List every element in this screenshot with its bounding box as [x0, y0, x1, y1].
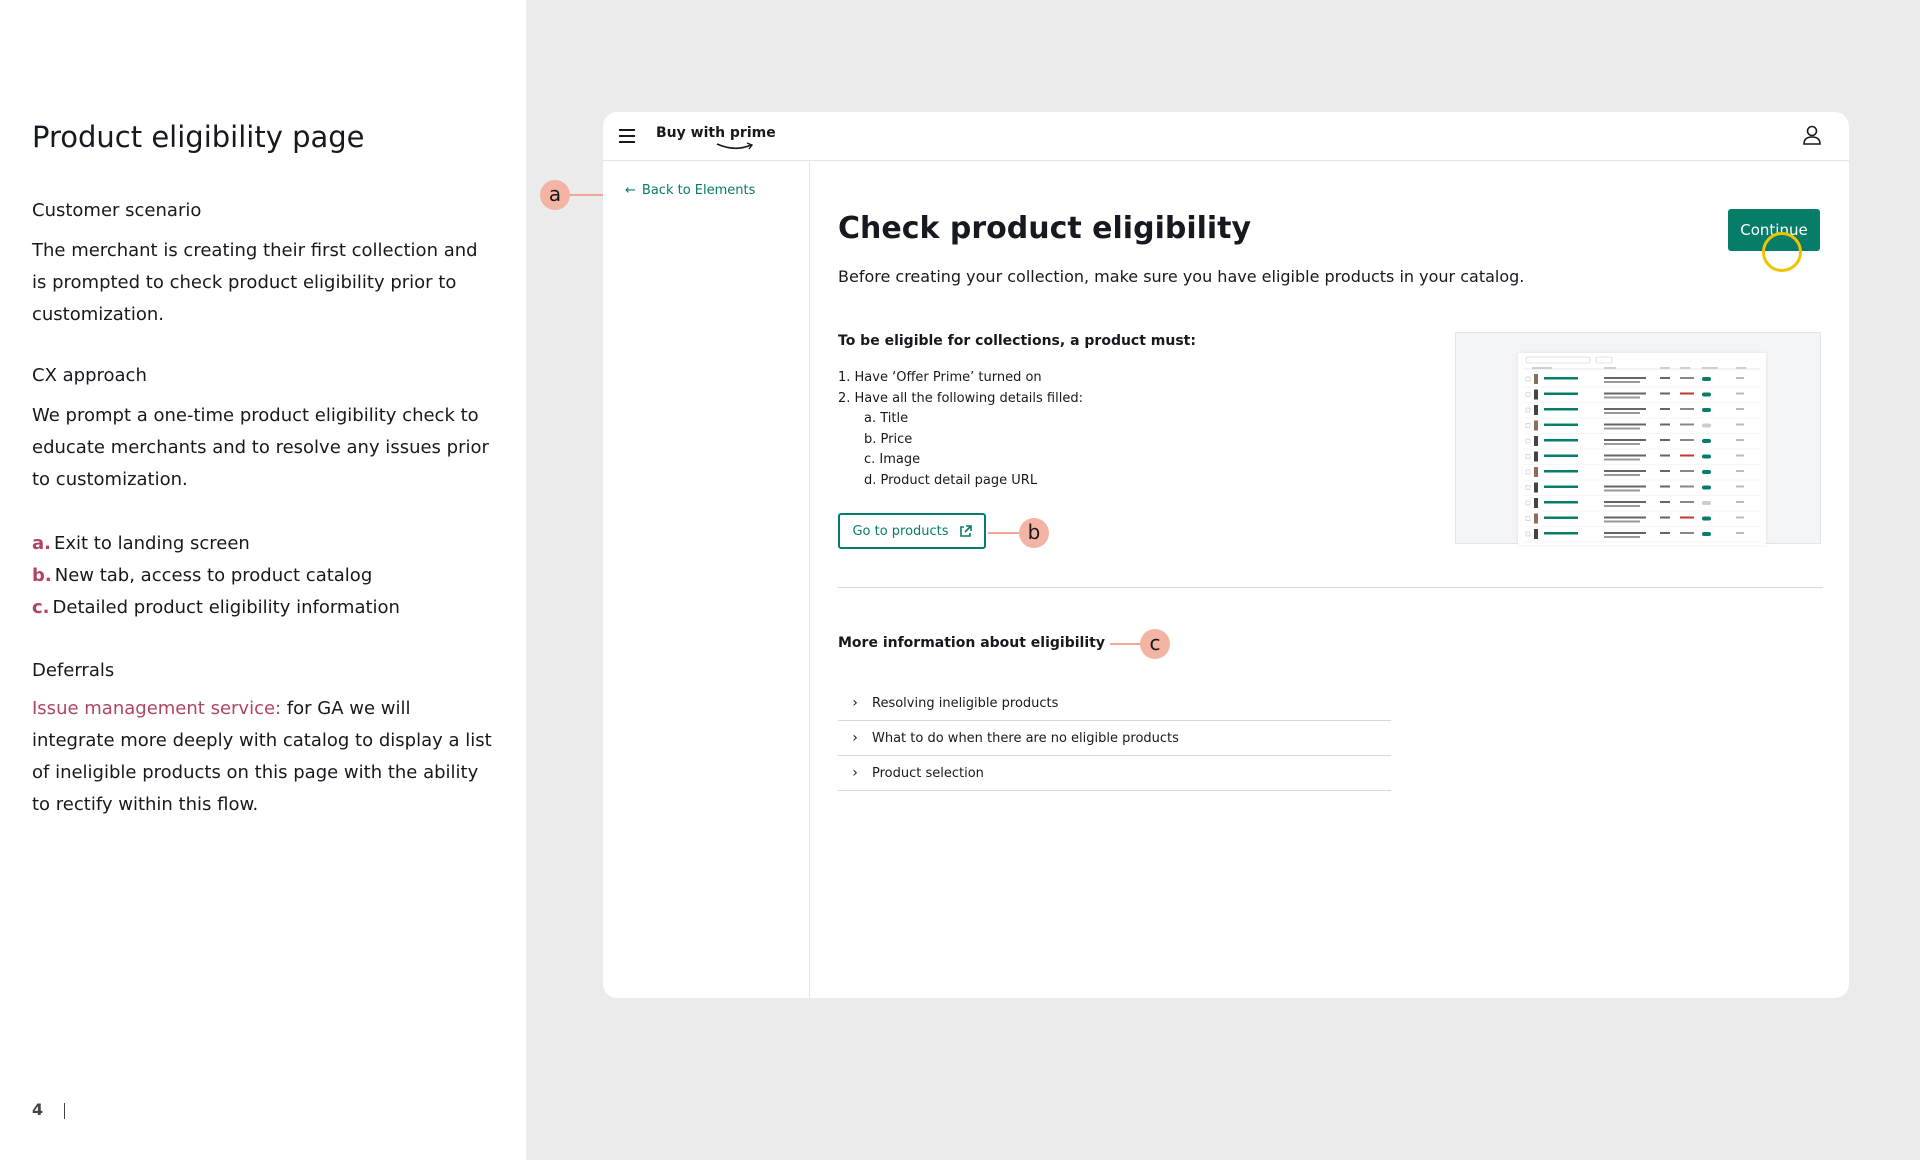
preview-table: [1518, 353, 1766, 545]
back-link-label: Back to Elements: [641, 183, 756, 198]
go-to-products-label: Go to products: [852, 523, 949, 539]
criteria-subitem: d. Product detail page URL: [864, 472, 1038, 488]
chevron-right-icon: ›: [852, 730, 858, 746]
page-title: Check product eligibility: [838, 211, 1252, 246]
notes-list: [32, 528, 400, 624]
cx-heading: CX approach: [32, 365, 147, 386]
preview-table-graphic: [1518, 353, 1766, 545]
page-number: 4: [32, 1100, 44, 1119]
criteria-item: 1. Have ‘Offer Prime’ turned on: [838, 370, 1042, 385]
arrow-left-icon: ←: [625, 183, 636, 198]
cx-text: We prompt a one-time product eligibility check to educate merchants and to resolve any issues prior to customization.: [32, 405, 489, 490]
callout-line-a: [570, 194, 603, 196]
side-navigation: [603, 161, 810, 998]
continue-button[interactable]: Continue: [1728, 209, 1820, 251]
accordion-label: What to do when there are no eligible products: [872, 730, 1179, 746]
app-window: [603, 112, 1849, 998]
callout-marker-a: a: [540, 180, 570, 210]
main-content: [810, 161, 1849, 998]
top-bar: [603, 112, 1849, 161]
accordion-item[interactable]: [838, 756, 1391, 791]
criteria-subitem: b. Price: [864, 431, 913, 447]
external-link-icon: [959, 525, 972, 538]
callout-line-b: [988, 532, 1019, 534]
page-number-divider: [64, 1103, 65, 1119]
criteria-subitem: a. Title: [864, 411, 909, 427]
callout-marker-b: b: [1019, 518, 1049, 548]
deferrals-heading: Deferrals: [32, 660, 115, 681]
chevron-right-icon: ›: [852, 695, 858, 711]
cursor-highlight: [1762, 232, 1802, 272]
brand-smile-icon: [715, 142, 755, 152]
brand-logo: Buy with prime: [656, 125, 776, 141]
annotation-panel: [0, 0, 526, 1160]
callout-marker-c: c: [1140, 629, 1170, 659]
note-item: a. Exit to landing screen: [32, 533, 250, 554]
criteria-item: 2. Have all the following details filled:: [838, 390, 1083, 406]
callout-line-c: [1110, 643, 1140, 645]
back-to-elements-link[interactable]: [625, 183, 755, 198]
hamburger-menu-icon[interactable]: [619, 129, 635, 143]
accordion-item[interactable]: [838, 686, 1391, 721]
note-item: b. New tab, access to product catalog: [32, 565, 373, 586]
intro-text: Before creating your collection, make sure you have eligible products in your catalog.: [838, 267, 1525, 286]
note-item: c. Detailed product eligibility information: [32, 597, 400, 618]
product-table-preview: [1455, 332, 1821, 544]
accordion-item[interactable]: [838, 721, 1391, 756]
eligibility-accordion: [838, 686, 1391, 791]
accordion-label: Resolving ineligible products: [872, 695, 1059, 711]
section-divider: [838, 587, 1823, 588]
deferrals-text: Issue management service: for GA we will integrate more deeply with catalog to display a list of ineligible products on this page with the ability to rectify within this flow.: [32, 698, 492, 815]
accordion-label: Product selection: [872, 765, 984, 781]
criteria-subitem: c. Image: [864, 452, 921, 468]
go-to-products-button[interactable]: [838, 513, 986, 549]
panel-title: Product eligibility page: [32, 120, 365, 154]
scenario-text: The merchant is creating their first collection and is prompted to check product eligibility prior to customization.: [32, 240, 478, 325]
deferrals-link[interactable]: Issue management service:: [32, 698, 282, 719]
more-info-heading: More information about eligibility: [838, 635, 1105, 651]
criteria-list: [838, 368, 1083, 492]
user-account-icon[interactable]: [1801, 124, 1823, 146]
criteria-heading: To be eligible for collections, a product must:: [838, 333, 1196, 349]
scenario-heading: Customer scenario: [32, 200, 202, 221]
chevron-right-icon: ›: [852, 765, 858, 781]
